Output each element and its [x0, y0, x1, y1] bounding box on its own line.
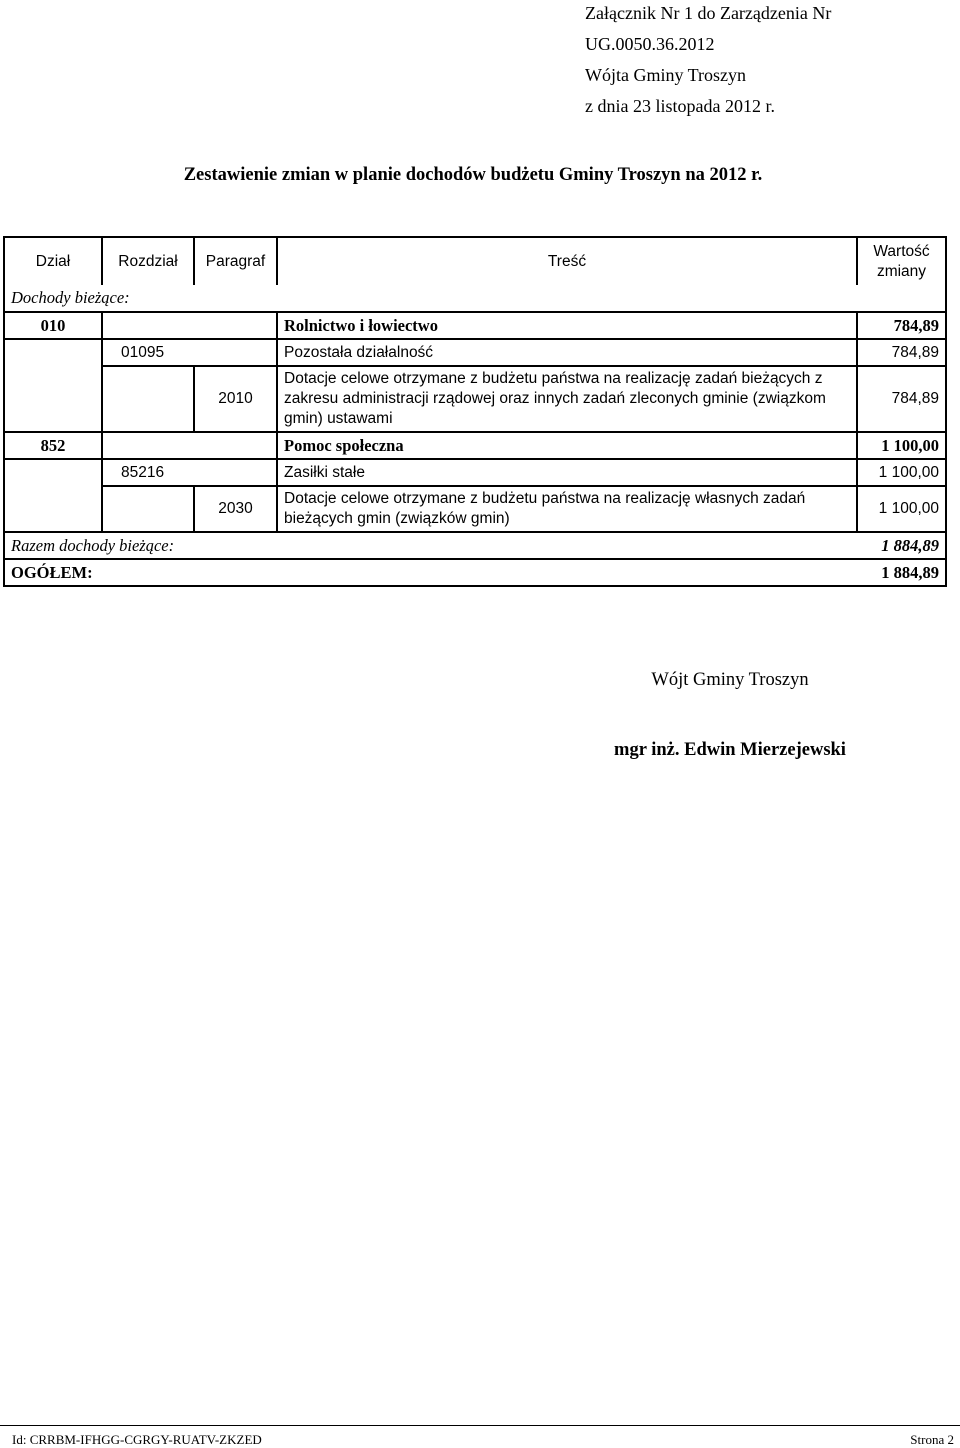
footer-divider — [0, 1425, 960, 1426]
cell-empty — [102, 486, 194, 532]
cell-rozdzial: 85216 — [102, 459, 277, 486]
cell-tresc: Dotacje celowe otrzymane z budżetu państwa na realizację zadań bieżących z zakresu administracji rządowej oraz innych zadań zleconych gminie (związkom gmin) ustawami — [277, 366, 857, 432]
header-paragraf: Paragraf — [194, 237, 277, 285]
table-row — [4, 459, 946, 486]
cell-tresc: Pozostała działalność — [277, 339, 857, 366]
cell-dzial: 852 — [4, 432, 102, 459]
header-rozdzial: Rozdział — [102, 237, 194, 285]
footer-page-number: Strona 2 — [910, 1432, 954, 1447]
header-tresc: Treść — [277, 237, 857, 285]
cell-tresc: Pomoc społeczna — [277, 432, 857, 459]
table-header-row — [4, 237, 946, 285]
attachment-line: UG.0050.36.2012 — [585, 34, 715, 54]
cell-wartosc: 784,89 — [857, 366, 946, 432]
attachment-line: z dnia 23 listopada 2012 r. — [585, 96, 775, 116]
section-row — [4, 285, 946, 312]
cell-empty — [102, 432, 277, 459]
section-label: Dochody bieżące: — [4, 285, 946, 312]
attachment-line: Załącznik Nr 1 do Zarządzenia Nr — [585, 3, 832, 23]
attachment-header — [585, 0, 831, 122]
cell-empty — [102, 366, 194, 432]
document-title — [0, 160, 960, 190]
cell-empty — [4, 459, 102, 486]
cell-paragraf: 2030 — [194, 486, 277, 532]
header-wartosc — [857, 237, 946, 285]
table-row — [4, 312, 946, 339]
subtotal-value: 1 884,89 — [857, 532, 946, 559]
cell-wartosc: 784,89 — [857, 339, 946, 366]
cell-wartosc: 784,89 — [857, 312, 946, 339]
cell-wartosc: 1 100,00 — [857, 459, 946, 486]
cell-empty — [102, 312, 277, 339]
cell-paragraf: 2010 — [194, 366, 277, 432]
header-wartosc-line1: Wartość — [873, 242, 930, 260]
cell-empty — [4, 366, 102, 432]
table-row — [4, 486, 946, 532]
cell-wartosc: 1 100,00 — [857, 486, 946, 532]
table-row — [4, 339, 946, 366]
cell-tresc: Rolnictwo i łowiectwo — [277, 312, 857, 339]
total-value: 1 884,89 — [857, 559, 946, 586]
subtotal-label: Razem dochody bieżące: — [4, 532, 857, 559]
total-label: OGÓŁEM: — [4, 559, 857, 586]
cell-empty — [4, 486, 102, 532]
cell-empty — [4, 339, 102, 366]
cell-rozdzial: 01095 — [102, 339, 277, 366]
header-dzial: Dział — [4, 237, 102, 285]
table-row — [4, 366, 946, 432]
attachment-line: Wójta Gminy Troszyn — [585, 65, 747, 85]
cell-wartosc: 1 100,00 — [857, 432, 946, 459]
signature-office: Wójt Gminy Troszyn — [651, 670, 809, 690]
cell-tresc: Dotacje celowe otrzymane z budżetu państwa na realizację własnych zadań bieżących gmin (związków gmin) — [277, 486, 857, 532]
document-title-text: Zestawienie zmian w planie dochodów budżetu Gminy Troszyn na 2012 r. — [183, 165, 763, 185]
budget-changes-table — [3, 236, 947, 587]
table-row — [4, 432, 946, 459]
signature-name: mgr inż. Edwin Mierzejewski — [614, 740, 846, 760]
header-wartosc-line2: zmiany — [876, 262, 927, 280]
footer-document-id: Id: CRRBM-IFHGG-CGRGY-RUATV-ZKZED — [12, 1432, 262, 1447]
subtotal-row — [4, 532, 946, 559]
cell-tresc: Zasiłki stałe — [277, 459, 857, 486]
total-row — [4, 559, 946, 586]
cell-dzial: 010 — [4, 312, 102, 339]
